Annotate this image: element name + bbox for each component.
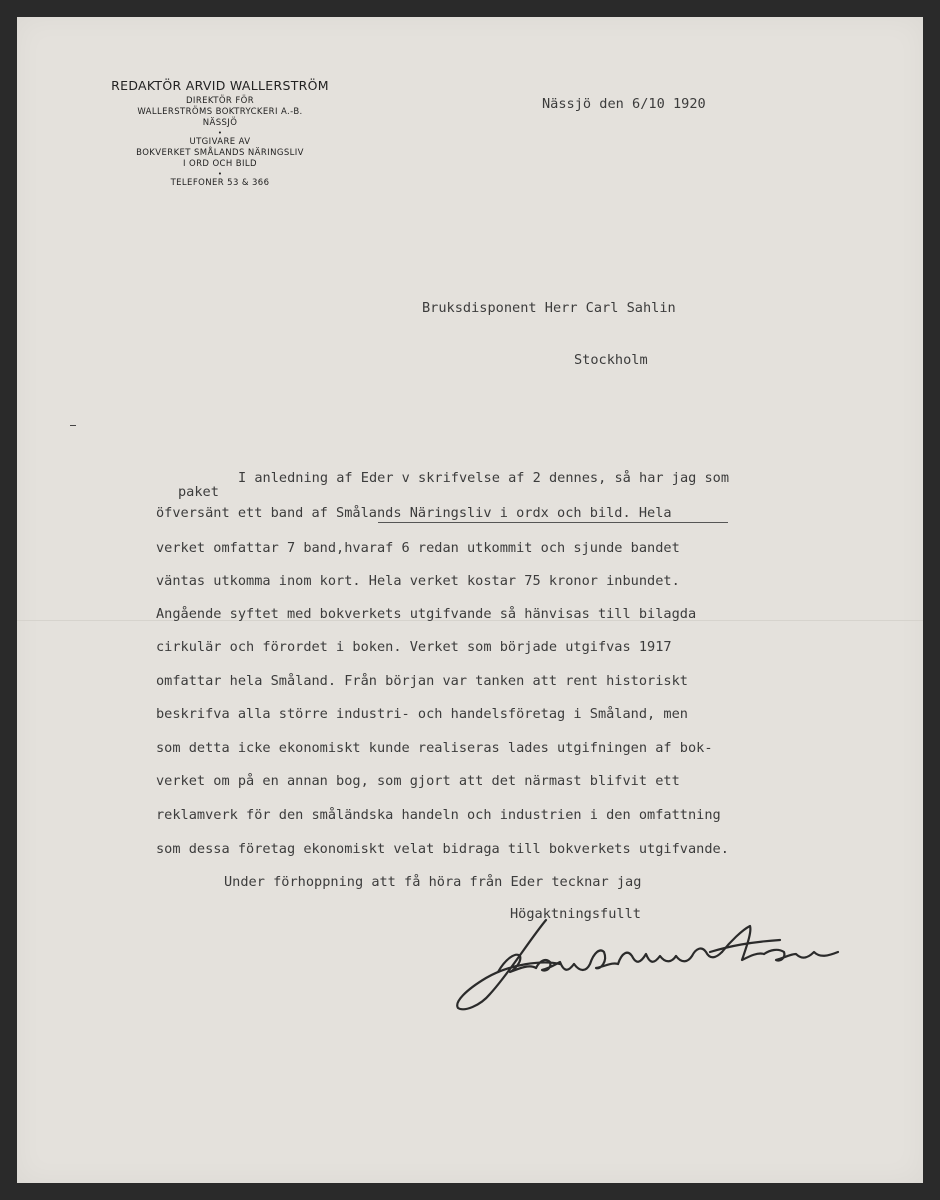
letterhead-dot: • — [217, 170, 223, 178]
recipient-city: Stockholm — [574, 352, 648, 368]
body-line: som dessa företag ekonomiskt velat bidraga till bokverkets utgifvande. — [156, 841, 729, 857]
body-line: Angående syftet med bokverkets utgifvande så hänvisas till bilagda — [156, 606, 697, 622]
handwritten-signature — [450, 912, 870, 1022]
margin-mark — [70, 425, 76, 426]
body-line: öfversänt ett band af Smålands Näringsliv i ordx och bild. Hela — [156, 505, 672, 521]
body-insert: paket — [178, 484, 219, 500]
body-line: omfattar hela Småland. Från början var tanken att rent historiskt — [156, 673, 688, 689]
body-line: verket om på en annan bog, som gjort att det närmast blifvit ett — [156, 773, 680, 789]
letterhead-line: I ORD OCH BILD — [183, 159, 257, 169]
letterhead — [60, 78, 380, 189]
body-line: cirkulär och förordet i boken. Verket som började utgifvas 1917 — [156, 639, 672, 655]
body-line: verket omfattar 7 band,hvaraf 6 redan utkommit och sjunde bandet — [156, 540, 680, 556]
letterhead-line: UTGIVARE AV — [189, 137, 251, 147]
body-line: I anledning af Eder v skrifvelse af 2 dennes, så har jag som — [238, 470, 730, 486]
letterhead-name: REDAKTÖR ARVID WALLERSTRÖM — [111, 78, 329, 93]
salutation: Högaktningsfullt — [510, 906, 641, 922]
letterhead-line: WALLERSTRÖMS BOKTRYCKERI A.-B. — [137, 107, 303, 117]
letterhead-dot: • — [217, 129, 223, 137]
body-line: som detta icke ekonomiskt kunde realiseras lades utgifningen af bok- — [156, 740, 713, 756]
recipient-name: Bruksdisponent Herr Carl Sahlin — [422, 300, 676, 316]
body-line: väntas utkomma inom kort. Hela verket kostar 75 kronor inbundet. — [156, 573, 680, 589]
title-underline — [378, 522, 728, 523]
letter-date: Nässjö den 6/10 1920 — [542, 96, 706, 112]
letterhead-phone: TELEFONER 53 & 366 — [170, 178, 270, 188]
closing-line: Under förhoppning att få höra från Eder tecknar jag — [224, 874, 642, 890]
body-line: beskrifva alla större industri- och handelsföretag i Småland, men — [156, 706, 688, 722]
letterhead-line: DIREKTÖR FÖR — [185, 96, 255, 106]
letterhead-line: NÄSSJÖ — [202, 118, 238, 128]
letterhead-line: BOKVERKET SMÅLANDS NÄRINGSLIV — [136, 148, 304, 158]
body-line: reklamverk för den småländska handeln och industrien i den omfattning — [156, 807, 721, 823]
